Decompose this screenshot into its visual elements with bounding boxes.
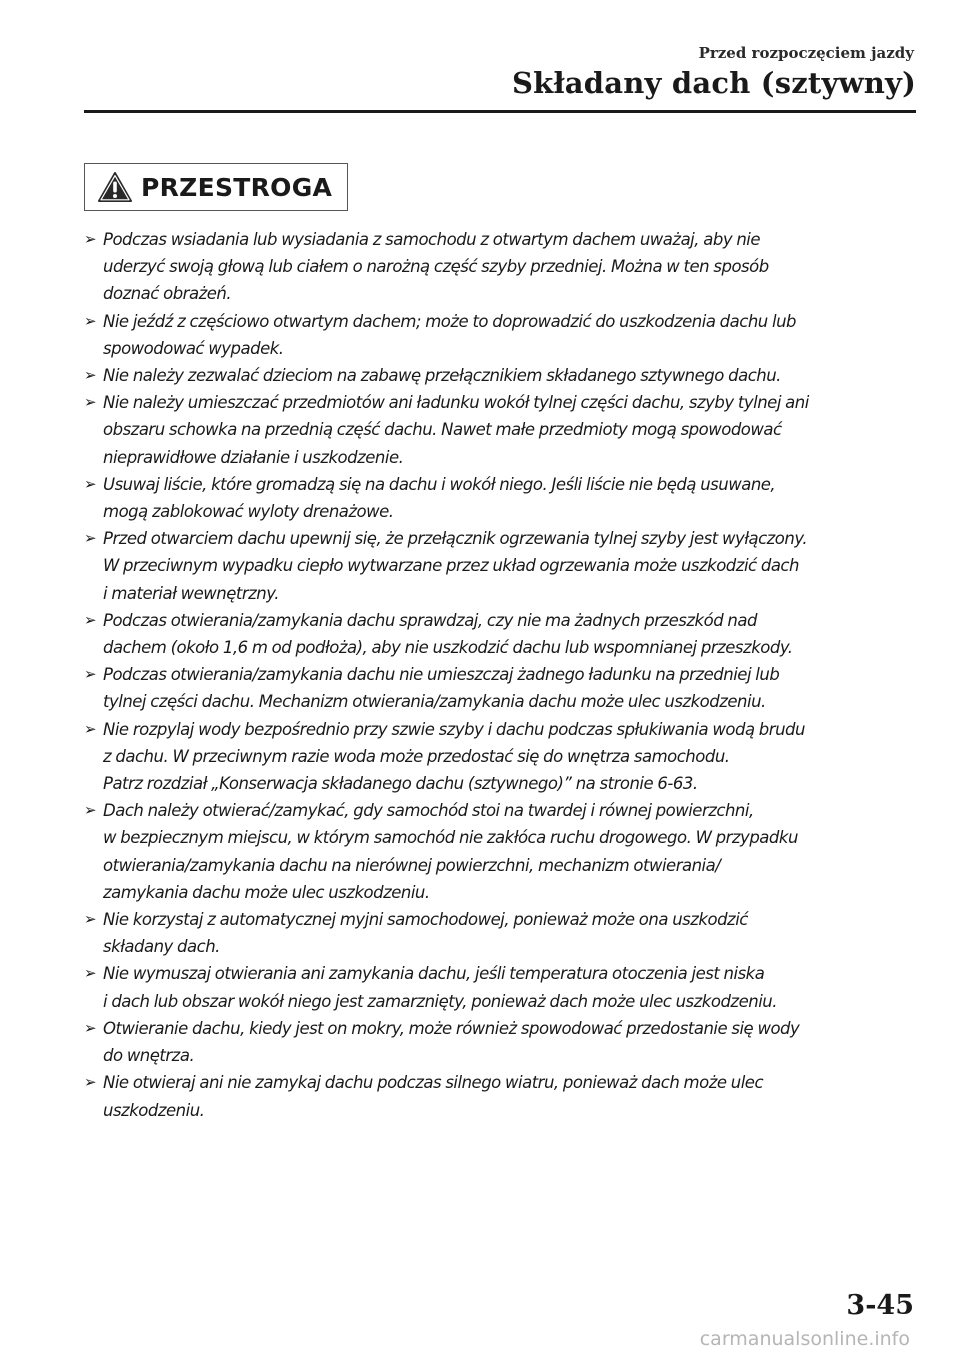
caution-item-line: Dach należy otwierać/zamykać, gdy samochód stoi na twardej i równej powierzchni, — [103, 801, 754, 821]
caution-item — [84, 1015, 914, 1069]
arrowhead-bullet-icon: ➢ — [84, 801, 97, 820]
caution-item-line: do wnętrza. — [103, 1046, 195, 1066]
caution-item-line: i materiał wewnętrzny. — [103, 583, 279, 603]
caution-item-line: nieprawidłowe działanie i uszkodzenie. — [103, 447, 404, 467]
caution-item — [84, 661, 914, 715]
caution-item-line: Nie korzystaj z automatycznej myjni samochodowej, ponieważ może ona uszkodzić — [103, 910, 748, 930]
caution-item-line: otwierania/zamykania dachu na nierównej powierzchni, mechanizm otwierania/ — [103, 855, 721, 875]
caution-item-line: składany dach. — [103, 937, 220, 957]
caution-item-line: spowodować wypadek. — [103, 338, 284, 358]
caution-item-line: doznać obrażeń. — [103, 284, 232, 304]
caution-item — [84, 906, 914, 960]
caution-item-line: obszaru schowka na przednią część dachu. Nawet małe przedmioty mogą spowodować — [103, 420, 782, 440]
caution-item-line: tylnej części dachu. Mechanizm otwierania/zamykania dachu może ulec uszkodzeniu. — [103, 692, 766, 712]
caution-item — [84, 389, 914, 471]
arrowhead-bullet-icon: ➢ — [84, 474, 97, 493]
arrowhead-bullet-icon: ➢ — [84, 230, 97, 248]
caution-item-line: Nie wymuszaj otwierania ani zamykania dachu, jeśli temperatura otoczenia jest niska — [103, 964, 765, 984]
caution-list — [84, 226, 914, 1124]
caution-item-line: mogą zablokować wyloty drenażowe. — [103, 502, 394, 522]
caution-item-line: Przed otwarciem dachu upewnij się, że przełącznik ogrzewania tylnej szyby jest wyłączony. — [103, 529, 808, 549]
caution-item-line: zamykania dachu może ulec uszkodzeniu. — [103, 882, 430, 902]
caution-item — [84, 362, 914, 389]
caution-item — [84, 525, 914, 607]
caution-item-line: Usuwaj liście, które gromadzą się na dachu i wokół niego. Jeśli liście nie będą usuwane, — [103, 474, 776, 494]
caution-item — [84, 607, 914, 661]
caution-item-line: Podczas otwierania/zamykania dachu sprawdzaj, czy nie ma żadnych przeszkód nad — [103, 610, 757, 630]
caution-item-line: uszkodzeniu. — [103, 1100, 205, 1120]
caution-box — [84, 163, 348, 211]
arrowhead-bullet-icon: ➢ — [84, 529, 97, 548]
warning-triangle-icon — [97, 171, 133, 203]
caution-item — [84, 797, 914, 906]
caution-item-line: Otwieranie dachu, kiedy jest on mokry, może również spowodować przedostanie się wody — [103, 1018, 800, 1038]
caution-item-line: w bezpiecznym miejscu, w którym samochód nie zakłóca ruchu drogowego. W przypadku — [103, 828, 798, 848]
arrowhead-bullet-icon: ➢ — [84, 1018, 97, 1037]
section-label: Przed rozpoczęciem jazdy — [698, 44, 914, 62]
caution-item — [84, 471, 914, 525]
arrowhead-bullet-icon: ➢ — [84, 719, 97, 738]
arrowhead-bullet-icon: ➢ — [84, 964, 97, 983]
caution-item — [84, 960, 914, 1014]
arrowhead-bullet-icon: ➢ — [84, 610, 97, 629]
caution-item-line: Podczas wsiadania lub wysiadania z samochodu z otwartym dachem uważaj, aby nie — [103, 230, 761, 249]
caution-label: PRZESTROGA — [141, 172, 333, 202]
caution-item — [84, 1069, 914, 1123]
page-title: Składany dach (sztywny) — [512, 66, 916, 100]
arrowhead-bullet-icon: ➢ — [84, 366, 97, 385]
arrowhead-bullet-icon: ➢ — [84, 665, 97, 684]
caution-item — [84, 226, 914, 308]
watermark: carmanualsonline.info — [699, 1328, 910, 1350]
header-rule — [84, 110, 916, 113]
caution-item — [84, 716, 914, 798]
caution-item-line: i dach lub obszar wokół niego jest zamarznięty, ponieważ dach może ulec uszkodzeniu. — [103, 991, 777, 1011]
caution-item-line: Nie jeźdź z częściowo otwartym dachem; może to doprowadzić do uszkodzenia dachu lub — [103, 311, 797, 331]
caution-item-line: Nie należy zezwalać dzieciom na zabawę przełącznikiem składanego sztywnego dachu. — [103, 366, 781, 386]
caution-item-line: Nie należy umieszczać przedmiotów ani ładunku wokół tylnej części dachu, szyby tylnej ani — [103, 393, 809, 413]
caution-item-line: Podczas otwierania/zamykania dachu nie umieszczaj żadnego ładunku na przedniej lub — [103, 665, 780, 685]
caution-item-line: Patrz rozdział „Konserwacja składanego dachu (sztywnego)” na stronie 6-63. — [103, 774, 698, 794]
caution-item-line: dachem (około 1,6 m od podłoża), aby nie uszkodzić dachu lub wspomnianej przeszkody. — [103, 638, 793, 658]
caution-item-line: uderzyć swoją głową lub ciałem o narożną część szyby przedniej. Można w ten sposób — [103, 257, 769, 277]
arrowhead-bullet-icon: ➢ — [84, 311, 97, 330]
arrowhead-bullet-icon: ➢ — [84, 1073, 97, 1092]
arrowhead-bullet-icon: ➢ — [84, 393, 97, 412]
caution-item-line: Nie otwieraj ani nie zamykaj dachu podczas silnego wiatru, ponieważ dach może ulec — [103, 1073, 764, 1093]
arrowhead-bullet-icon: ➢ — [84, 910, 97, 929]
caution-item-line: W przeciwnym wypadku ciepło wytwarzane przez układ ogrzewania może uszkodzić dach — [103, 556, 799, 576]
page-number: 3-45 — [846, 1290, 914, 1321]
caution-item-line: z dachu. W przeciwnym razie woda może przedostać się do wnętrza samochodu. — [103, 746, 730, 766]
caution-item-line: Nie rozpylaj wody bezpośrednio przy szwie szyby i dachu podczas spłukiwania wodą brudu — [103, 719, 805, 739]
caution-item — [84, 308, 914, 362]
